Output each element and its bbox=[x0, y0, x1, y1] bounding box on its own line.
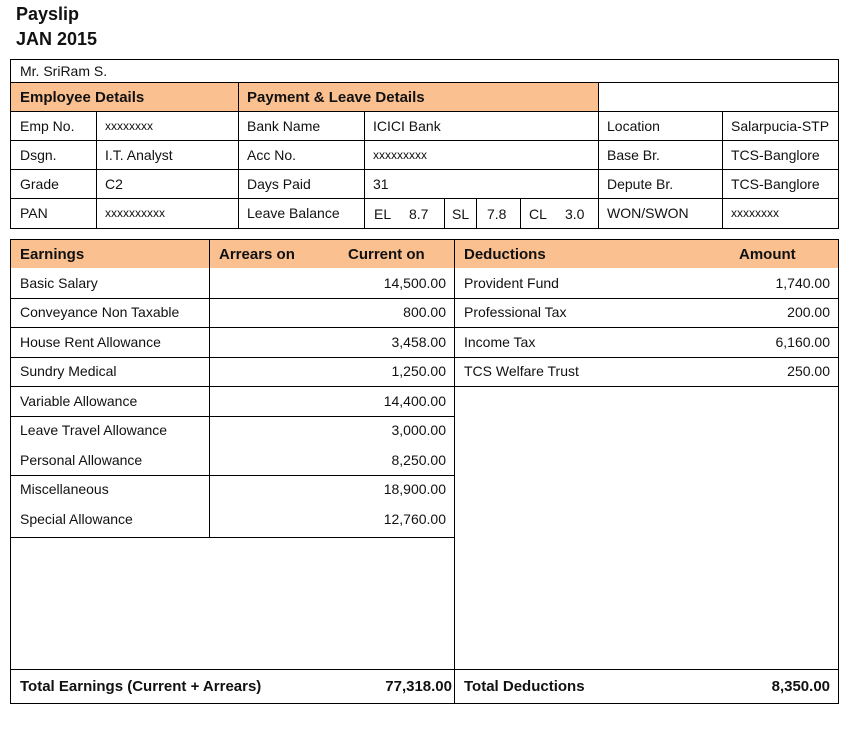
cl-label: CL bbox=[529, 205, 547, 222]
deduction-item-amount: 1,740.00 bbox=[775, 274, 830, 291]
deduction-item-amount: 250.00 bbox=[787, 363, 830, 379]
pay-period: JAN 2015 bbox=[16, 29, 98, 49]
earnings-deductions-table bbox=[10, 239, 839, 704]
info-value: xxxxxxxxxx bbox=[105, 206, 165, 220]
info-label: Leave Balance bbox=[247, 205, 340, 221]
info-value: Salarpucia-STP bbox=[731, 118, 830, 134]
earnings-row-divider bbox=[11, 357, 454, 358]
info-value: ICICI Bank bbox=[373, 118, 441, 134]
info-value: xxxxxxxx bbox=[105, 119, 153, 133]
earnings-item-name: Variable Allowance bbox=[20, 392, 138, 409]
el-label: EL bbox=[374, 205, 392, 222]
info-label: Base Br. bbox=[607, 147, 660, 163]
total-earnings-label: Total Earnings (Current + Arrears) bbox=[20, 678, 262, 695]
deduction-item-name: Provident Fund bbox=[464, 274, 559, 291]
earnings-item-current: 1,250.00 bbox=[391, 363, 446, 379]
info-label: Days Paid bbox=[247, 176, 311, 192]
info-value: xxxxxxxx bbox=[731, 206, 779, 220]
info-value: TCS-Banglore bbox=[731, 147, 820, 163]
earnings-item-current: 14,400.00 bbox=[383, 392, 446, 409]
deductions-header: Deductions bbox=[464, 245, 546, 263]
arrears-header: Arrears on bbox=[219, 245, 295, 263]
total-deductions-value: 8,350.00 bbox=[771, 678, 830, 695]
info-value: xxxxxxxxx bbox=[373, 148, 427, 162]
deduction-item-name: Income Tax bbox=[464, 333, 536, 350]
earnings-item-name: Miscellaneous bbox=[20, 481, 109, 497]
employee-info-table bbox=[10, 83, 839, 229]
earnings-item-name: House Rent Allowance bbox=[20, 333, 161, 350]
info-label: Depute Br. bbox=[607, 176, 674, 192]
sl-value: 7.8 bbox=[487, 205, 507, 222]
info-value: I.T. Analyst bbox=[105, 147, 173, 163]
earnings-item-current: 14,500.00 bbox=[383, 274, 446, 291]
earnings-row-divider bbox=[11, 475, 454, 476]
earnings-row-divider bbox=[11, 416, 454, 417]
employee-details-header: Employee Details bbox=[11, 83, 238, 111]
earnings-item-current: 8,250.00 bbox=[391, 451, 446, 468]
employee-name-box bbox=[10, 59, 839, 83]
earnings-item-current: 800.00 bbox=[403, 304, 446, 320]
earnings-item-name: Conveyance Non Taxable bbox=[20, 304, 180, 320]
column-divider bbox=[520, 198, 521, 228]
info-value: 31 bbox=[373, 176, 389, 192]
total-deductions-label: Total Deductions bbox=[464, 678, 585, 695]
column-divider bbox=[444, 198, 445, 228]
info-label: Bank Name bbox=[247, 118, 321, 134]
earnings-item-current: 3,000.00 bbox=[391, 422, 446, 438]
earnings-item-name: Personal Allowance bbox=[20, 451, 143, 468]
earnings-row-divider bbox=[11, 298, 454, 299]
info-label: Grade bbox=[20, 176, 59, 192]
el-value: 8.7 bbox=[409, 205, 429, 222]
info-label: Acc No. bbox=[247, 147, 297, 163]
info-label: Emp No. bbox=[20, 118, 75, 134]
deduction-item-name: Professional Tax bbox=[464, 304, 567, 320]
earnings-row-divider bbox=[11, 327, 454, 328]
earnings-item-current: 12,760.00 bbox=[383, 510, 446, 527]
earnings-item-name: Leave Travel Allowance bbox=[20, 422, 168, 438]
row-divider bbox=[11, 169, 838, 170]
info-label: WON/SWON bbox=[607, 205, 689, 221]
earnings-header: Earnings bbox=[20, 245, 85, 263]
earnings-item-name: Basic Salary bbox=[20, 274, 98, 291]
earnings-item-current: 18,900.00 bbox=[383, 481, 446, 497]
current-header: Current on bbox=[348, 245, 425, 263]
earnings-item-current: 3,458.00 bbox=[391, 333, 446, 350]
earnings-item-name: Special Allowance bbox=[20, 510, 133, 527]
earnings-item-name: Sundry Medical bbox=[20, 363, 117, 379]
info-label: Dsgn. bbox=[20, 147, 57, 163]
earnings-row-divider bbox=[11, 386, 454, 387]
info-label: Location bbox=[607, 118, 660, 134]
cl-value: 3.0 bbox=[565, 205, 585, 222]
employee-name: Mr. SriRam S. bbox=[20, 63, 108, 79]
deduction-item-amount: 200.00 bbox=[787, 304, 830, 320]
info-label: PAN bbox=[20, 205, 48, 221]
info-value: C2 bbox=[105, 176, 123, 192]
total-earnings-value: 77,318.00 bbox=[385, 678, 452, 695]
deduction-item-name: TCS Welfare Trust bbox=[464, 363, 579, 379]
deduction-row-divider bbox=[454, 386, 838, 387]
deduction-item-amount: 6,160.00 bbox=[775, 333, 830, 350]
column-divider bbox=[476, 198, 477, 228]
info-value: TCS-Banglore bbox=[731, 176, 820, 192]
earnings-row-divider bbox=[11, 537, 454, 538]
amount-header: Amount bbox=[739, 245, 796, 263]
document-title: Payslip bbox=[16, 4, 80, 24]
sl-label: SL bbox=[452, 205, 470, 222]
payment-leave-header: Payment & Leave Details bbox=[238, 83, 598, 111]
